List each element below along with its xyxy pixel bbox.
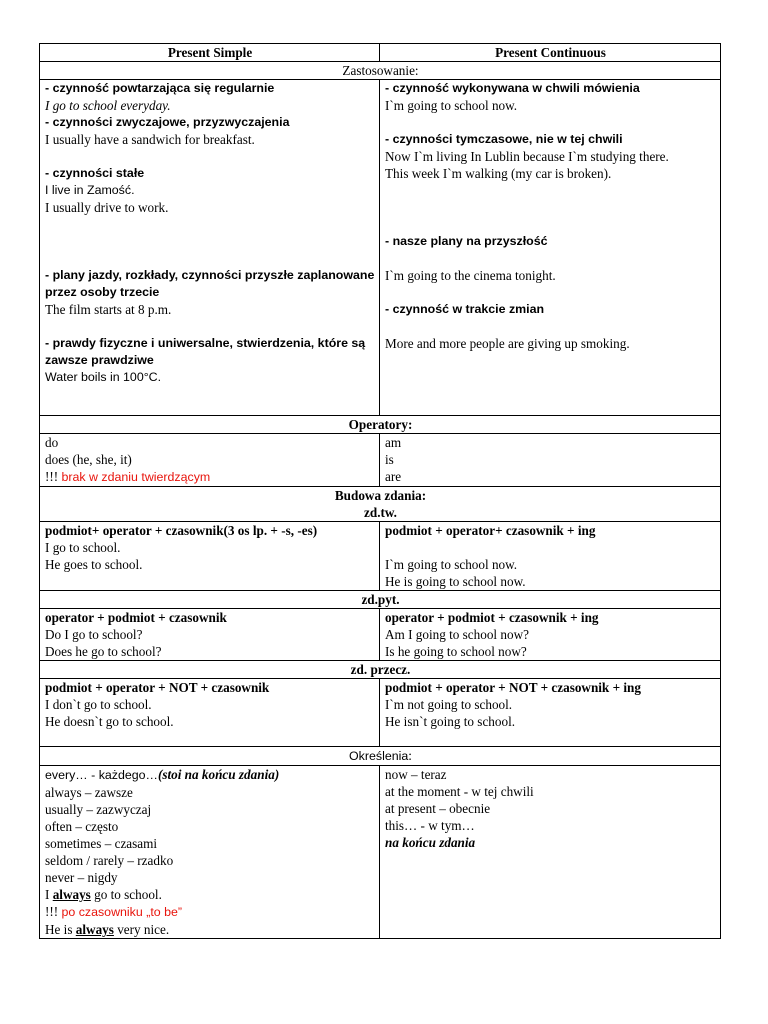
marker-item: usually – zazwyczaj (45, 802, 152, 817)
negative-row (40, 679, 721, 747)
negative-right-example-2: He isn`t going to school. (385, 714, 516, 729)
operator-do: do (45, 435, 59, 450)
negative-left-example-1: I don`t go to school. (45, 697, 152, 712)
operator-does: does (he, she, it) (45, 452, 132, 467)
question-title-row (40, 591, 721, 609)
marker-every-text: every… - każdego… (45, 768, 158, 782)
structure-title-row (40, 487, 721, 522)
affirmative-left-example-1: I go to school. (45, 540, 121, 555)
marker-note: !!! po czasowniku „to be” (45, 904, 183, 919)
affirmative-right-example-1: I`m going to school now. (385, 557, 518, 572)
negative-left-formula: podmiot + operator + NOT + czasownik (45, 680, 270, 695)
marker-every-note: (stoi na końcu zdania) (157, 767, 280, 782)
question-right-example-1: Am I going to school now? (385, 627, 529, 642)
marker-every (45, 766, 375, 784)
usage-left-s4-title: - plany jazdy, rozkłady, czynności przyszłe zaplanowane przez osoby trzecie (45, 268, 375, 299)
usage-right-s4-title: - czynność w trakcie zmian (385, 302, 545, 316)
markers-title-text: Określenia (349, 749, 409, 763)
markers-right-cell (380, 766, 721, 939)
marker-item: never – nigdy (45, 870, 118, 885)
question-left-formula: operator + podmiot + czasownik (45, 610, 227, 625)
affirmative-right-cell (380, 522, 721, 591)
usage-right-s4-example: More and more people are giving up smoking. (385, 336, 630, 351)
header-present-continuous: Present Continuous (380, 44, 721, 62)
negative-left-example-2: He doesn`t go to school. (45, 714, 174, 729)
marker-item: now – teraz (385, 767, 447, 782)
negative-label: zd. przecz. (40, 661, 721, 679)
marker-note-text: po czasowniku „to be” (61, 905, 183, 919)
operators-title: Operatory: (40, 416, 721, 434)
question-left-example-1: Do I go to school? (45, 627, 143, 642)
structure-title (40, 487, 721, 522)
usage-right-s2-example-2: This week I`m walking (my car is broken). (385, 166, 612, 181)
question-left-cell (40, 609, 380, 661)
usage-left-s1-title: - czynność powtarzająca się regularnie (45, 81, 275, 95)
usage-right-s3-example: I`m going to the cinema tonight. (385, 268, 556, 283)
question-right-example-2: Is he going to school now? (385, 644, 527, 659)
markers-row (40, 766, 721, 939)
operators-row (40, 434, 721, 487)
marker-example-1: I always go to school. (45, 887, 162, 902)
markers-title: Określenia: (40, 747, 721, 766)
usage-left-s1-example: I go to school everyday. (45, 98, 171, 113)
question-row (40, 609, 721, 661)
marker-example-2: He is always very nice. (45, 922, 170, 937)
header-present-simple: Present Simple (40, 44, 380, 62)
usage-left-s4-example: The film starts at 8 p.m. (45, 302, 172, 317)
question-label: zd.pyt. (40, 591, 721, 609)
header-row (40, 44, 721, 62)
structure-title-text: Budowa zdania: (334, 488, 427, 503)
usage-right-s1-example: I`m going to school now. (385, 98, 518, 113)
markers-right-note: na końcu zdania (385, 835, 476, 850)
usage-left-s5-example: Water boils in 100°C. (45, 370, 162, 384)
marker-item: at present – obecnie (385, 801, 491, 816)
usage-left-s3-title: - czynności stałe (45, 166, 145, 180)
usage-title-row (40, 62, 721, 80)
operators-title-row (40, 416, 721, 434)
markers-title-row (40, 747, 721, 766)
affirmative-right-example-2: He is going to school now. (385, 574, 526, 589)
affirmative-right-formula: podmiot + operator+ czasownik + ing (385, 523, 596, 538)
operator-am: am (385, 435, 402, 450)
usage-right-s2-title: - czynności tymczasowe, nie w tej chwili (385, 132, 623, 146)
usage-right-s3-title: - nasze plany na przyszłość (385, 234, 548, 248)
usage-left-s3-example-1: I live in Zamość. (45, 183, 135, 197)
grammar-table (39, 43, 721, 939)
usage-row (40, 80, 721, 416)
negative-right-cell (380, 679, 721, 747)
usage-right-s1-title: - czynność wykonywana w chwili mówienia (385, 81, 640, 95)
negative-title-row (40, 661, 721, 679)
usage-left-s3-example-2: I usually drive to work. (45, 200, 169, 215)
usage-left-s2-example: I usually have a sandwich for breakfast. (45, 132, 255, 147)
negative-right-formula: podmiot + operator + NOT + czasownik + ing (385, 680, 641, 695)
usage-left-cell (40, 80, 380, 416)
affirmative-label: zd.tw. (364, 505, 397, 520)
affirmative-left-example-2: He goes to school. (45, 557, 143, 572)
marker-item: always – zawsze (45, 785, 133, 800)
marker-item: seldom / rarely – rzadko (45, 853, 174, 868)
question-left-example-2: Does he go to school? (45, 644, 162, 659)
usage-left-s5-title: - prawdy fizyczne i uniwersalne, stwierdzenia, które są zawsze prawdziwe (45, 336, 366, 367)
usage-right-s2-example-1: Now I`m living In Lublin because I`m studying there. (385, 149, 669, 164)
affirmative-left-formula: podmiot+ operator + czasownik(3 os lp. + -s, -es) (45, 523, 318, 538)
operators-right-cell (380, 434, 721, 487)
affirmative-row (40, 522, 721, 591)
operator-are: are (385, 469, 402, 484)
marker-item: often – często (45, 819, 119, 834)
negative-left-cell (40, 679, 380, 747)
usage-right-cell (380, 80, 721, 416)
marker-item: at the moment - w tej chwili (385, 784, 534, 799)
marker-item: sometimes – czasami (45, 836, 158, 851)
question-right-cell (380, 609, 721, 661)
markers-left-cell (40, 766, 380, 939)
usage-title: Zastosowanie: (40, 62, 721, 80)
question-right-formula: operator + podmiot + czasownik + ing (385, 610, 599, 625)
usage-left-s2-title: - czynności zwyczajowe, przyzwyczajenia (45, 115, 290, 129)
operators-left-note: !!! brak w zdaniu twierdzącym (45, 469, 211, 484)
negative-right-example-1: I`m not going to school. (385, 697, 513, 712)
operators-left-note-text: brak w zdaniu twierdzącym (61, 470, 211, 484)
operator-is: is (385, 452, 394, 467)
affirmative-left-cell (40, 522, 380, 591)
operators-left-cell (40, 434, 380, 487)
marker-item: this… - w tym… (385, 818, 475, 833)
